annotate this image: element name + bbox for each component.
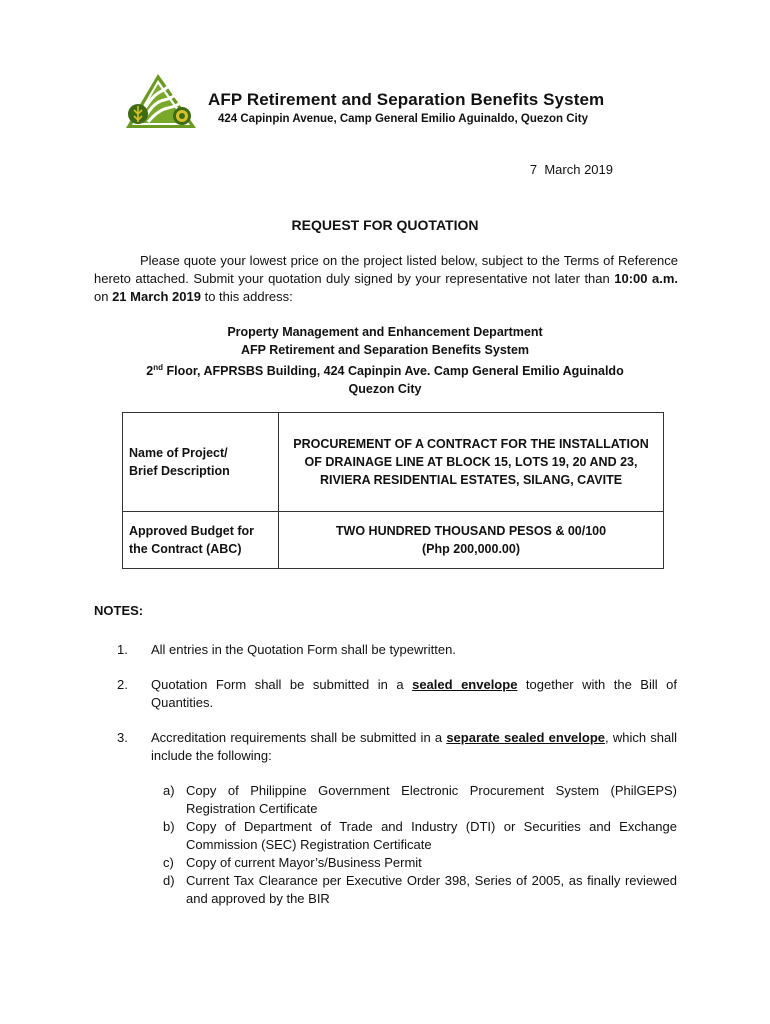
afprsbs-logo-icon — [124, 72, 198, 130]
submission-address: Property Management and Enhancement Department AFP Retirement and Separation Benefits System 2nd Floor, AFPRSBS Building, 424 Capinpin Ave. Camp General Emilio Aguinaldo Quezon City — [146, 325, 624, 397]
organization-name: AFP Retirement and Separation Benefits System — [208, 90, 605, 109]
project-info-table — [122, 412, 664, 569]
letter-date: 7 March 2019 — [529, 162, 613, 177]
project-name-label: Name of Project/ Brief Description — [123, 413, 279, 512]
abc-amount: TWO HUNDRED THOUSAND PESOS & 00/100 (Php 200,000.00) — [279, 512, 664, 569]
organization-address: 424 Capinpin Avenue, Camp General Emilio Aguinaldo, Quezon City — [218, 113, 588, 125]
document-title: REQUEST FOR QUOTATION — [291, 217, 479, 233]
table-row — [123, 413, 664, 512]
table-row — [123, 512, 664, 569]
deadline-date: 21 March 2019 — [112, 289, 201, 304]
deadline-time: 10:00 a.m. — [614, 271, 679, 286]
project-description: PROCUREMENT OF A CONTRACT FOR THE INSTALLATION OF DRAINAGE LINE AT BLOCK 15, LOTS 19, 20 AND 23, RIVIERA RESIDENTIAL ESTATES, SILANG, CAVITE — [279, 413, 664, 512]
notes-heading: NOTES: — [94, 603, 144, 618]
intro-paragraph: Please quote your lowest price on the project listed below, subject to the Terms of Reference hereto attached. Submit your quotation duly signed by your representative not later than 10:00 a.m. on 21 March 2019 to this address: — [94, 253, 679, 304]
abc-label: Approved Budget for the Contract (ABC) — [123, 512, 279, 569]
